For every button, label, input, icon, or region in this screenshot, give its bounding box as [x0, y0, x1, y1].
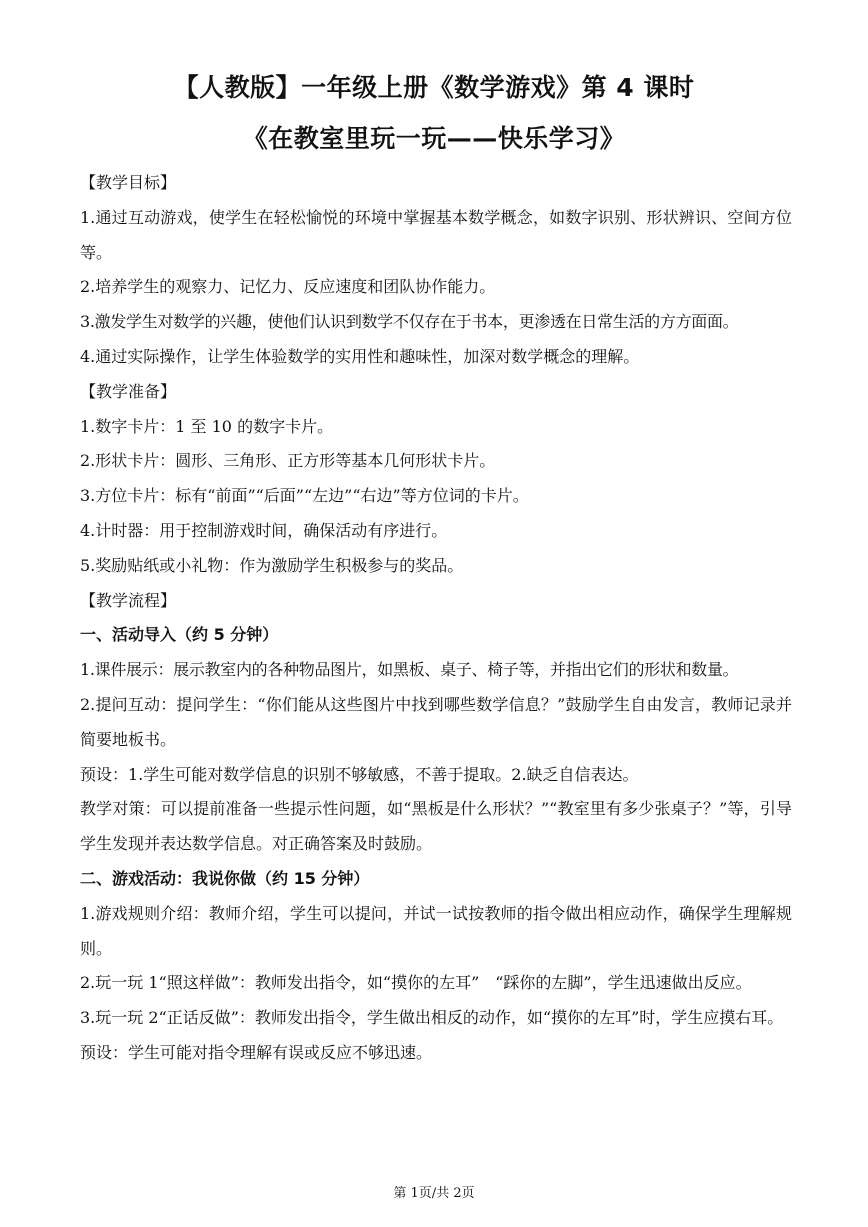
section-heading: 一、活动导入（约 5 分钟） [80, 625, 279, 645]
paragraph: 预设：学生可能对指令理解有误或反应不够迅速。 [80, 1042, 433, 1062]
section-label: 【教学目标】 [80, 173, 177, 192]
paragraph: 1.课件展示：展示教室内的各种物品图片，如黑板、桌子、椅子等，并指出它们的形状和数量。 [80, 660, 739, 680]
section-heading: 二、游戏活动：我说你做（约 15 分钟） [80, 868, 370, 888]
page-subtitle: 《在教室里玩一玩——快乐学习》 [242, 124, 626, 153]
paragraph: 4.计时器：用于控制游戏时间，确保活动有序进行。 [80, 520, 448, 540]
paragraph: 2.形状卡片：圆形、三角形、正方形等基本几何形状卡片。 [80, 451, 496, 471]
paragraph: 2.玩一玩 1“照这样做”：教师发出指令，如“摸你的左耳” “踩你的左脚”，学生迅速做出反应。 [80, 973, 752, 993]
paragraph: 1.游戏规则介绍：教师介绍，学生可以提问，并试一试按教师的指令做出相应动作，确保学生理解规则。 [80, 903, 792, 958]
paragraph: 1.数字卡片：1 至 10 的数字卡片。 [80, 416, 334, 436]
paragraph: 1.通过互动游戏，使学生在轻松愉悦的环境中掌握基本数学概念，如数字识别、形状辨识、空间方位等。 [80, 207, 792, 262]
page-title: 【人教版】一年级上册《数学游戏》第 4 课时 [173, 73, 695, 102]
paragraph: 2.提问互动：提问学生：“你们能从这些图片中找到哪些数学信息？”鼓励学生自由发言，教师记录并简要地板书。 [80, 694, 792, 749]
paragraph: 预设：1.学生可能对数学信息的识别不够敏感，不善于提取。2.缺乏自信表达。 [80, 764, 639, 784]
page-number: 第 1页/共 2页 [393, 1186, 475, 1201]
paragraph: 3.激发学生对数学的兴趣，使他们认识到数学不仅存在于书本，更渗透在日常生活的方方面面。 [80, 312, 739, 332]
paragraph: 4.通过实际操作，让学生体验数学的实用性和趣味性，加深对数学概念的理解。 [80, 346, 640, 366]
paragraph: 3.玩一玩 2“正话反做”：教师发出指令，学生做出相反的动作，如“摸你的左耳”时，学生应摸右耳。 [80, 1008, 784, 1028]
document-body [80, 166, 792, 1071]
paragraph: 5.奖励贴纸或小礼物：作为激励学生积极参与的奖品。 [80, 555, 464, 575]
section-label: 【教学流程】 [80, 590, 177, 610]
paragraph: 教学对策：可以提前准备一些提示性问题，如“黑板是什么形状？”“教室里有多少张桌子？”等，引导学生发现并表达数学信息。对正确答案及时鼓励。 [80, 799, 792, 854]
section-label: 【教学准备】 [80, 381, 177, 401]
paragraph: 3.方位卡片：标有“前面”“后面”“左边”“右边”等方位词的卡片。 [80, 486, 529, 506]
paragraph: 2.培养学生的观察力、记忆力、反应速度和团队协作能力。 [80, 277, 496, 297]
